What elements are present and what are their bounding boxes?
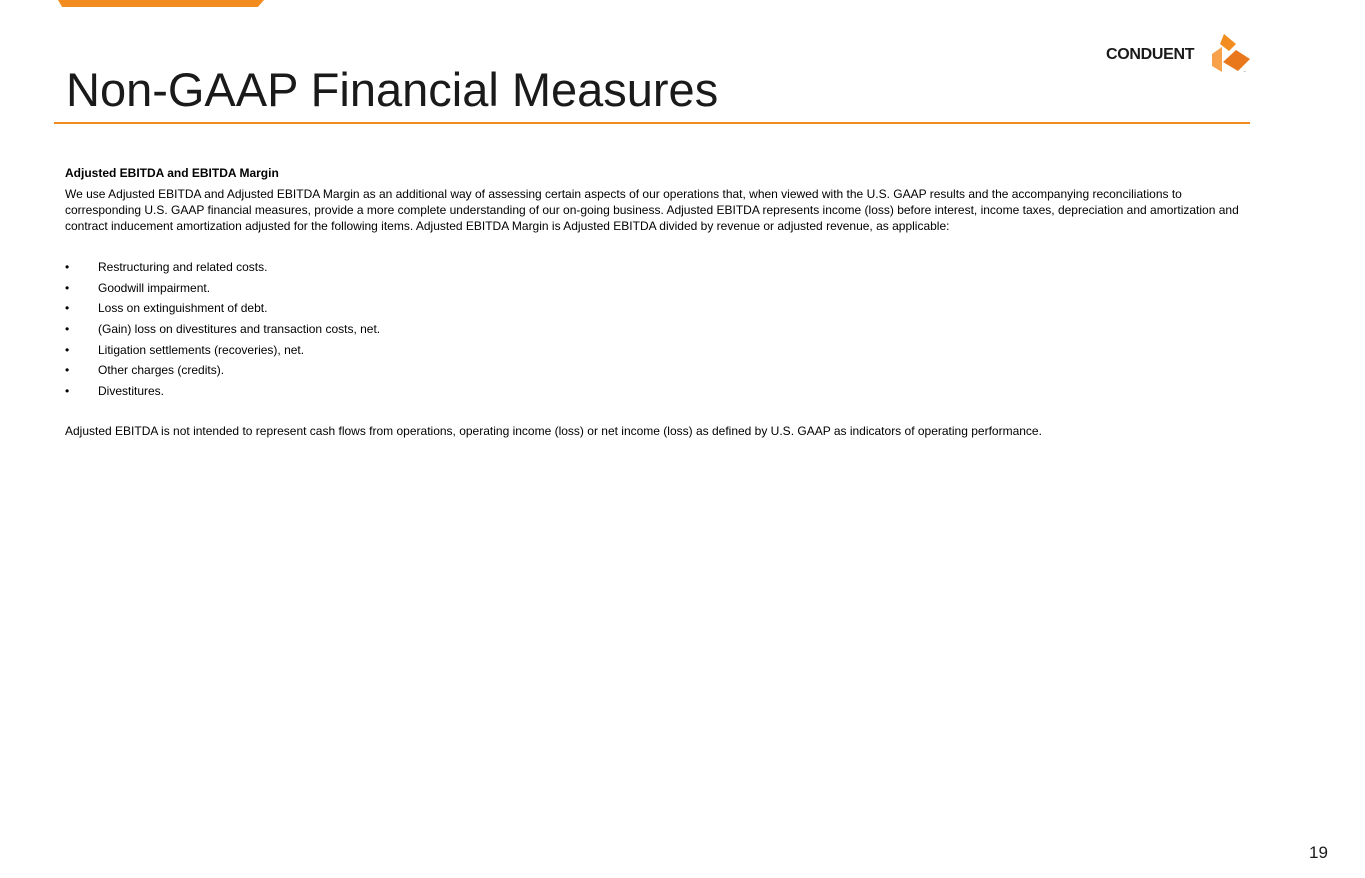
conduent-logo	[1104, 34, 1250, 74]
list-item	[65, 300, 1245, 321]
bullet-marker: •	[65, 342, 70, 357]
list-item-text: Litigation settlements (recoveries), net.	[98, 342, 305, 357]
bullet-marker: •	[65, 363, 70, 378]
top-accent-bar	[58, 0, 264, 7]
list-item	[65, 259, 1245, 280]
page-number: 19	[1309, 843, 1328, 862]
closing-paragraph: Adjusted EBITDA is not intended to represent cash flows from operations, operating income (loss) or net income (loss) as defined by U.S. GAAP as indicators of operating performance.	[65, 423, 1042, 438]
list-item-text: Goodwill impairment.	[98, 280, 211, 295]
list-item	[65, 280, 1245, 301]
list-item-text: (Gain) loss on divestitures and transaction costs, net.	[98, 322, 381, 337]
bullet-marker: •	[65, 260, 70, 274]
page-title: Non-GAAP Financial Measures	[66, 63, 719, 116]
list-item	[65, 383, 1245, 404]
logo-text: CONDUENT	[1106, 46, 1195, 63]
svg-text:™: ™	[1243, 70, 1246, 74]
bullet-marker: •	[65, 301, 70, 316]
bullet-marker: •	[65, 280, 70, 295]
content-body	[65, 165, 1245, 439]
adjustment-list	[65, 259, 1245, 404]
title-divider	[54, 122, 1250, 124]
list-item	[65, 321, 1245, 342]
list-item	[65, 362, 1245, 383]
bullet-marker: •	[65, 322, 70, 337]
intro-paragraph: We use Adjusted EBITDA and Adjusted EBITDA Margin as an additional way of assessing certain aspects of our operations that, when viewed with the U.S. GAAP results and the accompanying reconciliations to corresponding U.S. GAAP financial measures, provide a more complete understanding of our on-going business. Adjusted EBITDA represents income (loss) before interest, income taxes, depreciation and amortization and contract inducement amortization adjusted for the following items. Adjusted EBITDA Margin is Adjusted EBITDA divided by revenue or adjusted revenue, as applicable:	[65, 187, 1239, 233]
list-item-text: Loss on extinguishment of debt.	[98, 301, 268, 316]
section-heading: Adjusted EBITDA and EBITDA Margin	[65, 166, 279, 180]
bullet-marker: •	[65, 384, 70, 399]
list-item-text: Other charges (credits).	[98, 363, 225, 378]
list-item	[65, 342, 1245, 363]
list-item-text: Divestitures.	[98, 384, 165, 399]
conduent-logo-icon	[1210, 34, 1250, 74]
list-item-text: Restructuring and related costs.	[98, 260, 268, 274]
